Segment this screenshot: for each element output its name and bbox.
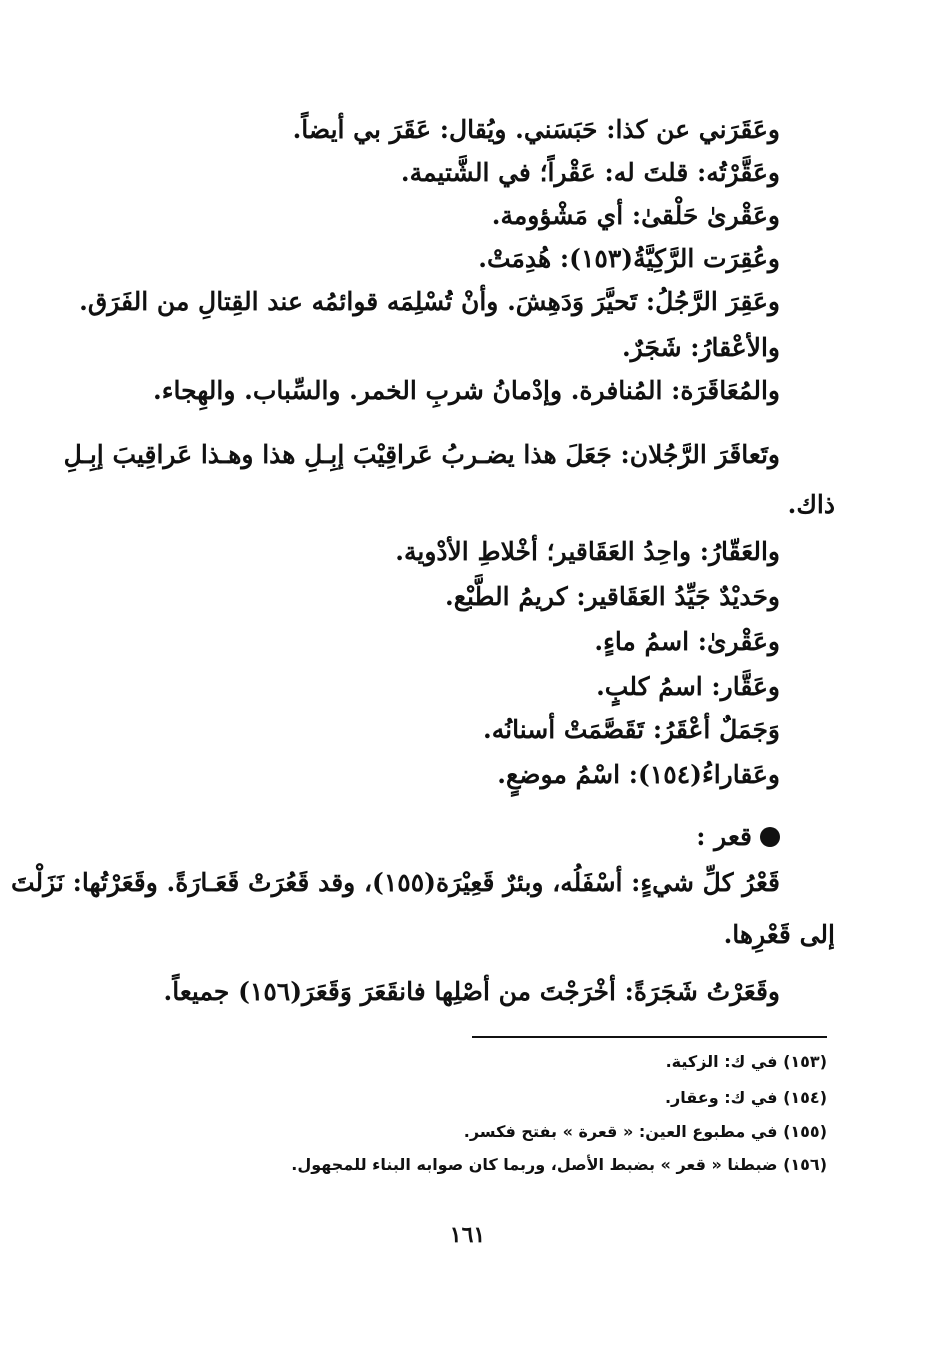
entry-line: وعَقَّار: اسمُ كلبٍ.	[596, 672, 780, 701]
footnote: (١٥٤) في ك: وعقار.	[664, 1088, 827, 1107]
entry-line-continuation: ذاك.	[787, 490, 835, 519]
footnote: (١٥٥) في مطبوع العين: « قعرة » بفتح فكسر.	[463, 1122, 827, 1141]
bullet-icon	[760, 827, 780, 847]
footnote: (١٥٦) ضبطنا « قعر » بضبط الأصل، وربما كان صوابه البناء للمجهول.	[291, 1155, 827, 1174]
section-heading	[696, 820, 780, 854]
entry-line: وعَقَّرْتُه: قلتَ له: عَقْراً؛ في الشَّتيمة.	[400, 158, 780, 187]
entry-line: وعَقِرَ الرَّجُلُ: تَحيَّرَ وَدَهِشَ. وأنْ تُسْلِمَه قوائمُه عند القِتالِ من الفَرَق.	[79, 287, 780, 316]
section-line-continuation: إلى قَعْرِها.	[723, 920, 835, 949]
entry-line: وتَعاقَرَ الرَّجُلان: جَعَلَ هذا يضـربُ عَراقِيْبَ إبِـلِ هذا وهـذا عَراقِيبَ إبِـلِ	[63, 440, 780, 469]
footnote: (١٥٣) في ك: الزكية.	[665, 1052, 827, 1071]
entry-line: والعَقّارُ: واحِدُ العَقَاقير؛ أخْلاطِ الأدْوية.	[395, 537, 780, 566]
entry-line: وحَديْدٌ جَيِّدُ العَقَاقير: كريمُ الطَّبْع.	[445, 582, 780, 611]
entry-line: والمُعَاقَرَة: المُنافرة. وإدْمانُ شربِ الخمر. والسِّباب. والهِجاء.	[153, 376, 780, 405]
section-heading-text: قعر :	[696, 822, 752, 851]
entry-line: وعَقْرىٰ حَلْقىٰ: أي مَشْؤومة.	[491, 201, 780, 230]
section-line: وقَعَرْتُ شَجَرَةً: أخْرَجْتَ من أصْلِها فانقَعَرَ وَقَعَرَ(١٥٦) جميعاً.	[163, 977, 780, 1006]
entry-line: وعَقاراءُ(١٥٤): اسْمُ موضعٍ.	[497, 760, 780, 789]
footnote-divider	[472, 1036, 827, 1038]
entry-line: وَجَمَلٌ أعْقَرُ: تَقَصَّمَتْ أسنانُه.	[483, 715, 780, 744]
entry-line: والأعْقارُ: شَجَرٌ.	[621, 333, 780, 362]
entry-line: وعَقْرىٰ: اسمُ ماءٍ.	[594, 627, 780, 656]
entry-line: وعَقَرَني عن كذا: حَبَسَني. ويُقال: عَقَرَ بي أيضاً.	[292, 115, 780, 144]
page-number: ١٦١	[449, 1222, 486, 1248]
entry-line: وعُقِرَت الرَّكِيَّةُ(١٥٣): هُدِمَتْ.	[478, 244, 780, 273]
section-line: قَعْرُ كلِّ شيءٍ: أسْفَلُه، وبئرٌ قَعِيْرَة(١٥٥)، وقد قَعُرَتْ قَعَـارَةً. وقَعَرْتُها: نَزَلْتَ	[10, 868, 780, 897]
